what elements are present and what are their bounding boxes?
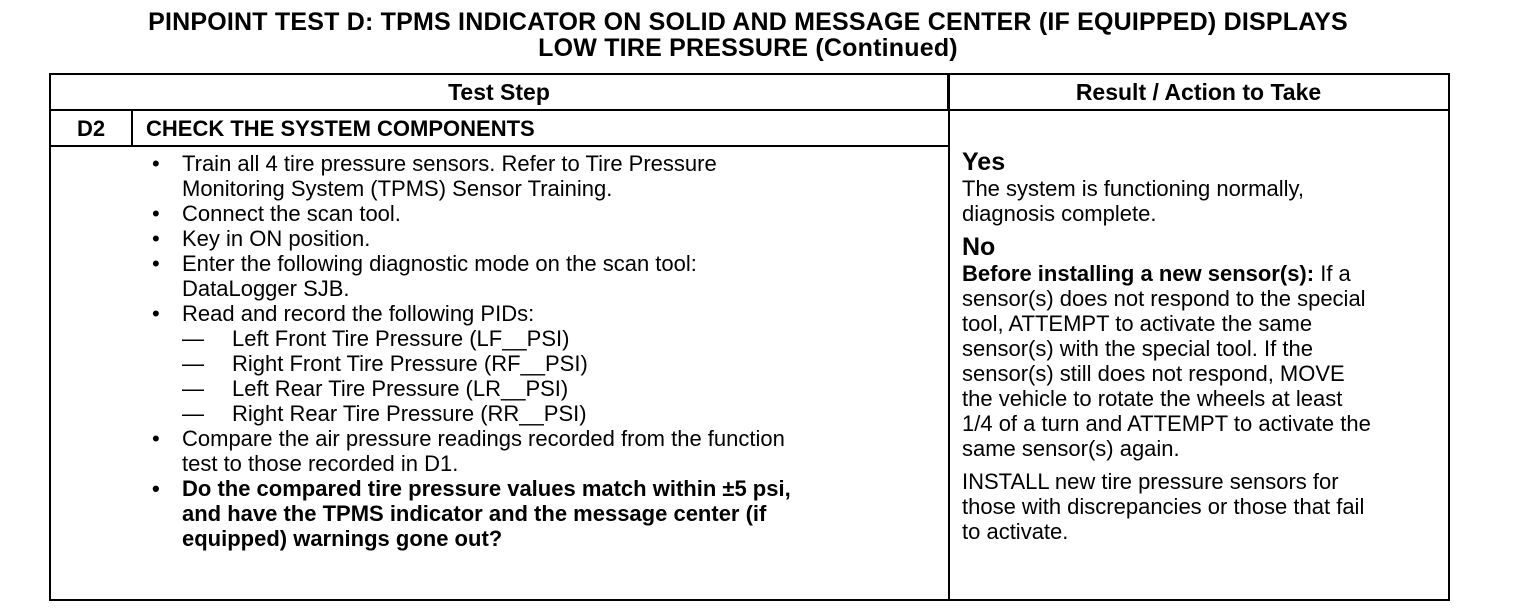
pid-item [146,401,926,426]
column-divider [948,75,950,599]
step-instructions [146,151,926,551]
step-title-divider [51,145,949,147]
step-item [146,301,926,326]
result-line: the vehicle to rotate the wheels at least [962,386,1343,411]
bullet-icon: • [152,151,160,176]
bullet-icon: • [152,301,160,326]
result-line: same sensor(s) again. [962,436,1180,461]
bullet-icon: • [152,251,160,276]
step-line: and have the TPMS indicator and the message center (if [182,501,767,526]
result-line: to activate. [962,519,1069,544]
page-title [0,9,1496,61]
dash-icon: — [182,351,204,376]
result-line: sensor(s) still does not respond, MOVE [962,361,1345,386]
bullet-icon: • [152,426,160,451]
step-line: Read and record the following PIDs: [182,301,535,326]
step-line: Key in ON position. [182,226,371,251]
no-label: No [962,233,996,261]
dash-icon: — [182,401,204,426]
result-line: sensor(s) with the special tool. If the [962,336,1313,361]
step-question [146,476,926,551]
step-line: equipped) warnings gone out? [182,526,503,551]
result-line: INSTALL new tire pressure sensors for [962,469,1339,494]
step-id-divider [131,111,133,146]
pid-label: Right Front Tire Pressure (RF__PSI) [232,351,588,376]
step-title: CHECK THE SYSTEM COMPONENTS [146,116,535,141]
step-line: Monitoring System (TPMS) Sensor Training. [182,176,613,201]
pid-label: Left Rear Tire Pressure (LR__PSI) [232,376,569,401]
pid-label: Right Rear Tire Pressure (RR__PSI) [232,401,587,426]
yes-label: Yes [962,148,1006,176]
step-item [146,226,926,251]
step-id: D2 [76,116,106,141]
step-line: DataLogger SJB. [182,276,350,301]
step-item [146,251,926,301]
no-line-first: If a [1320,261,1351,286]
result-action-cell [962,149,1452,544]
result-line: sensor(s) does not respond to the special [962,286,1366,311]
pid-item [146,376,926,401]
header-result-action: Result / Action to Take [949,75,1448,111]
step-item [146,426,926,476]
result-line: those with discrepancies or those that fail [962,494,1365,519]
pid-label: Left Front Tire Pressure (LF__PSI) [232,326,570,351]
step-line: Do the compared tire pressure values match within ±5 psi, [182,476,791,501]
step-item [146,151,926,201]
pinpoint-test-table [49,73,1450,601]
step-line: test to those recorded in D1. [182,451,459,476]
step-line: Compare the air pressure readings recorded from the function [182,426,785,451]
dash-icon: — [182,376,204,401]
result-line: The system is functioning normally, [962,176,1304,201]
header-test-step: Test Step [51,75,949,111]
bullet-icon: • [152,201,160,226]
step-line: Enter the following diagnostic mode on the scan tool: [182,251,697,276]
dash-icon: — [182,326,204,351]
pid-item [146,326,926,351]
bullet-icon: • [152,226,160,251]
result-line: 1/4 of a turn and ATTEMPT to activate the [962,411,1371,436]
title-line-1: PINPOINT TEST D: TPMS INDICATOR ON SOLID AND MESSAGE CENTER (IF EQUIPPED) DISPLAYS [148,8,1348,36]
step-line: Train all 4 tire pressure sensors. Refer to Tire Pressure [182,151,717,176]
bullet-icon: • [152,476,160,501]
result-line: tool, ATTEMPT to activate the same [962,311,1313,336]
pid-item [146,351,926,376]
result-line [962,261,1452,286]
step-item [146,201,926,226]
step-line: Connect the scan tool. [182,201,401,226]
result-line: diagnosis complete. [962,201,1157,226]
no-bold-prefix: Before installing a new sensor(s): [962,261,1315,286]
title-line-2: LOW TIRE PRESSURE (Continued) [538,34,958,62]
